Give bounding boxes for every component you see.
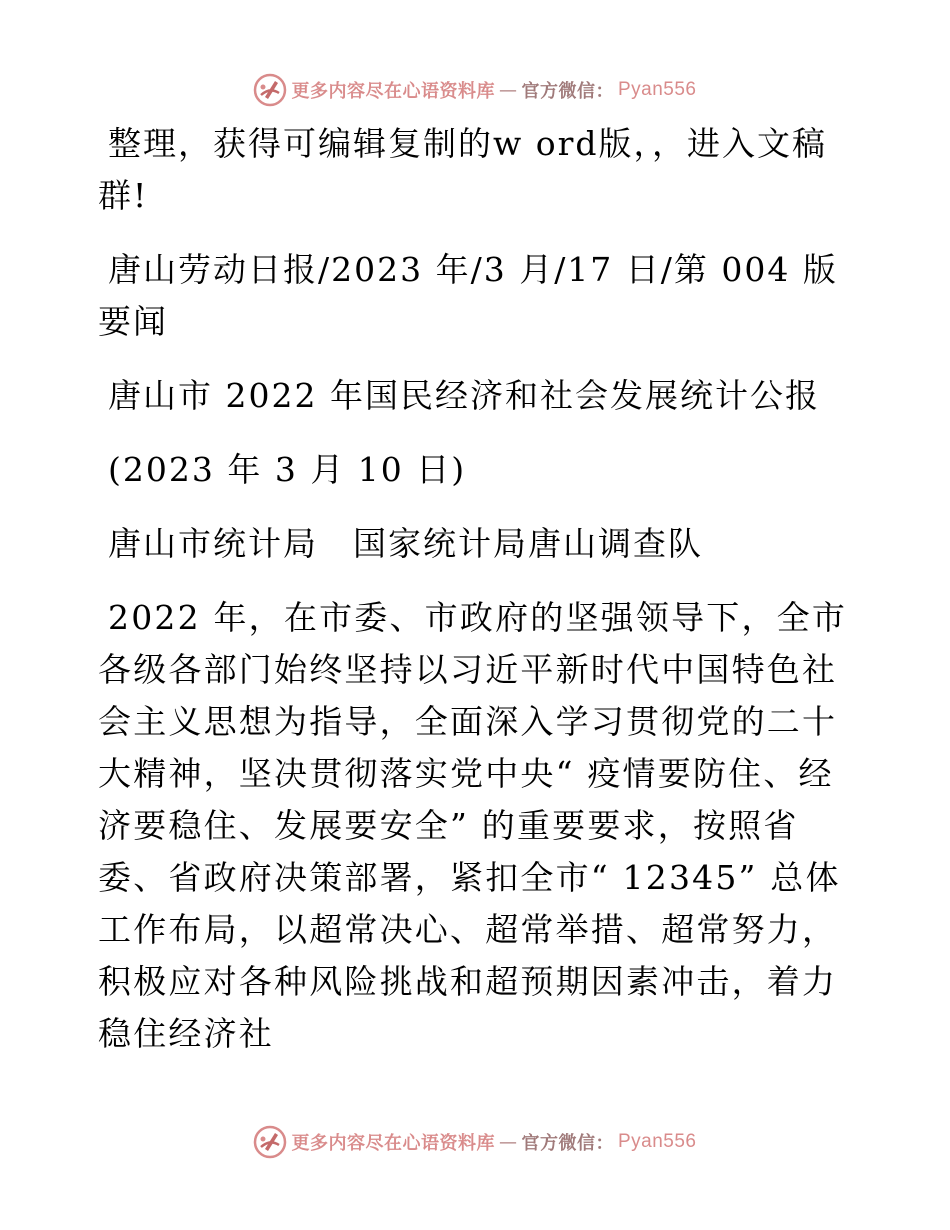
watermark-separator: — — [498, 79, 518, 101]
body-paragraph: 2022 年，在市委、市政府的坚强领导下，全市各级各部门始终坚持以习近平新时代中国特色社会主义思想为指导，全面深入学习贯彻党的二十大精神，坚决贯彻落实党中央“ 疫情要防住、经济要稳住、发展要安全” 的重要要求，按照省委、省政府决策部署，紧扣全市“ 12345” 总体工作布局，以超常决心、超常举措、超常努力，积极应对各种风险挑战和超预期因素冲击，着力稳住经济社 — [98, 598, 848, 1053]
watermark-label: 官方微信： — [521, 81, 614, 102]
watermark-separator: — — [498, 1131, 518, 1153]
watermark-text: 更多内容尽在心语资料库 — [291, 1133, 495, 1154]
document-date: (2023 年 3 月 10 日) — [108, 450, 467, 489]
footer-watermark — [0, 1124, 950, 1160]
watermark-id: Pyan556 — [617, 1131, 697, 1152]
watermark-label: 官方微信： — [521, 1133, 614, 1154]
document-title: 唐山市 2022 年国民经济和社会发展统计公报 — [108, 376, 820, 415]
book-pen-logo-icon — [253, 1125, 287, 1159]
book-pen-logo-icon — [253, 73, 287, 107]
intro-paragraph: 整理，获得可编辑复制的w ord版，，进入文稿群! — [98, 124, 828, 215]
watermark-id: Pyan556 — [617, 79, 697, 100]
source-line: 唐山劳动日报/2023 年/3 月/17 日/第 004 版要闻 — [98, 250, 838, 341]
document-content — [98, 118, 850, 1060]
watermark-text: 更多内容尽在心语资料库 — [291, 81, 495, 102]
document-authors: 唐山市统计局 国家统计局唐山调查队 — [108, 524, 703, 563]
header-watermark — [0, 72, 950, 108]
